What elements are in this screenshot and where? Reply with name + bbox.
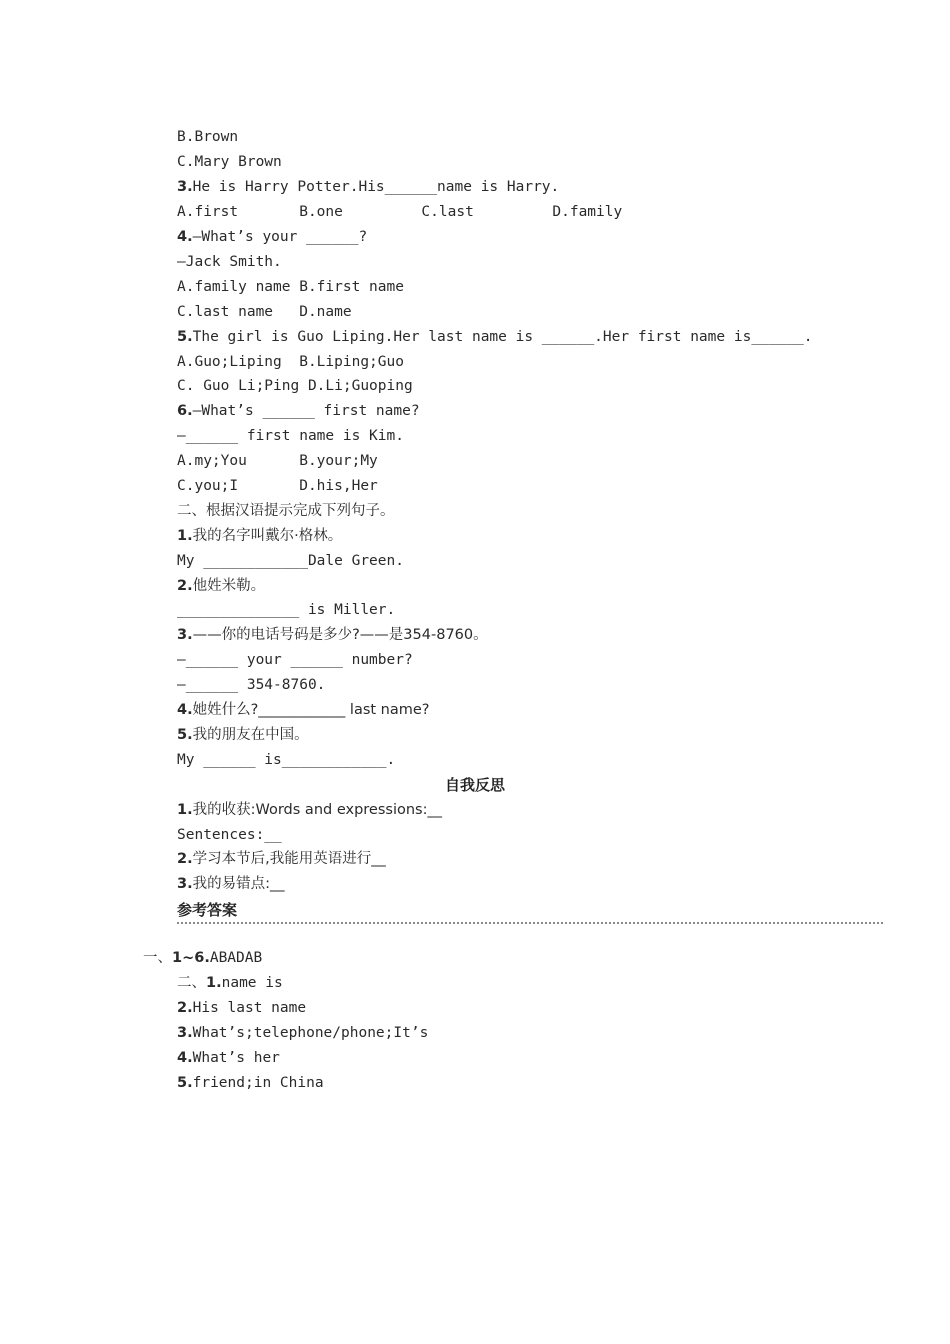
item-number: 3. — [177, 1025, 193, 1041]
translation-5 — [177, 725, 309, 745]
dialogue-line: —______ first name is Kim. — [177, 428, 404, 444]
option-line: A.family name B.first name — [177, 279, 404, 295]
dialogue-line: —Jack Smith. — [177, 254, 282, 270]
translation-3 — [177, 625, 488, 645]
item-range: 1~6. — [172, 950, 210, 966]
question-text: —What’s ______ first name? — [192, 403, 420, 419]
answer-text: ABADAB — [209, 950, 263, 966]
question-number: 4. — [177, 229, 193, 245]
answer-text: What’s;telephone/phone;It’s — [192, 1025, 429, 1041]
answer-section-1 — [143, 948, 262, 968]
answer-item — [177, 998, 306, 1018]
translation-2 — [177, 576, 265, 596]
chinese-prompt: 我的朋友在中国。 — [192, 727, 309, 743]
section-2-heading: 二、根据汉语提示完成下列句子。 — [177, 503, 395, 519]
question-number: 1. — [177, 528, 193, 544]
translation-1 — [177, 526, 342, 546]
section-label: 一、 — [143, 950, 172, 966]
question-number: 4. — [177, 702, 193, 718]
translation-4 — [177, 700, 430, 720]
item-number: 1. — [206, 975, 222, 991]
question-5 — [177, 327, 812, 347]
chinese-prompt: 他姓米勒。 — [192, 578, 266, 594]
answer-text: name is — [221, 975, 283, 991]
item-number: 2. — [177, 1000, 193, 1016]
question-number: 3. — [177, 179, 193, 195]
option-line: C. Guo Li;Ping D.Li;Guoping — [177, 378, 413, 394]
question-text: The girl is Guo Liping.Her last name is ______.Her first name is______. — [192, 329, 813, 345]
answer-line: ______________ is Miller. — [177, 602, 396, 618]
item-number: 3. — [177, 876, 193, 892]
answer-item — [177, 1073, 324, 1093]
reflection-1 — [177, 800, 442, 820]
answers-title: 参考答案 — [177, 901, 238, 919]
question-text: —What’s your ______? — [192, 229, 368, 245]
chinese-prompt: 她姓什么?____________ last name? — [192, 702, 430, 718]
question-4 — [177, 227, 367, 247]
question-number: 5. — [177, 329, 193, 345]
answer-text: His last name — [192, 1000, 307, 1016]
question-number: 5. — [177, 727, 193, 743]
item-number: 4. — [177, 1050, 193, 1066]
answer-section-2 — [177, 973, 283, 993]
item-number: 1. — [177, 802, 193, 818]
answer-text: What’s her — [192, 1050, 280, 1066]
answer-text: friend;in China — [192, 1075, 324, 1091]
question-6 — [177, 401, 420, 421]
question-number: 6. — [177, 403, 193, 419]
answer-line: —______ your ______ number? — [177, 652, 413, 668]
item-number: 5. — [177, 1075, 193, 1091]
reflection-3 — [177, 874, 285, 894]
dotted-divider — [177, 922, 883, 924]
option-line: A.Guo;Liping B.Liping;Guo — [177, 354, 404, 370]
reflection-line: Sentences:__ — [177, 827, 282, 843]
question-number: 2. — [177, 578, 193, 594]
reflection-2 — [177, 849, 386, 869]
reflection-text: 我的易错点:__ — [192, 876, 285, 892]
reflection-text: 学习本节后,我能用英语进行__ — [192, 851, 386, 867]
option-line: A.first B.one C.last D.family — [177, 204, 623, 220]
answer-item — [177, 1048, 280, 1068]
option-line: C.last name D.name — [177, 304, 352, 320]
answer-item — [177, 1023, 428, 1043]
question-text: He is Harry Potter.His______name is Harry. — [192, 179, 560, 195]
item-number: 2. — [177, 851, 193, 867]
option-line: C.you;I D.his,Her — [177, 478, 378, 494]
reflection-text: 我的收获:Words and expressions:__ — [192, 802, 442, 818]
answer-line: My ______ is____________. — [177, 752, 396, 768]
option-line: B.Brown — [177, 129, 239, 145]
reflection-heading: 自我反思 — [444, 776, 505, 794]
chinese-prompt: ——你的电话号码是多少?——是354-8760。 — [192, 627, 488, 643]
chinese-prompt: 我的名字叫戴尔·格林。 — [192, 528, 343, 544]
answer-line: —______ 354-8760. — [177, 677, 326, 693]
answer-line: My ____________Dale Green. — [177, 553, 404, 569]
section-label: 二、 — [177, 975, 206, 991]
question-3 — [177, 177, 559, 197]
option-line: C.Mary Brown — [177, 154, 282, 170]
option-line: A.my;You B.your;My — [177, 453, 378, 469]
question-number: 3. — [177, 627, 193, 643]
